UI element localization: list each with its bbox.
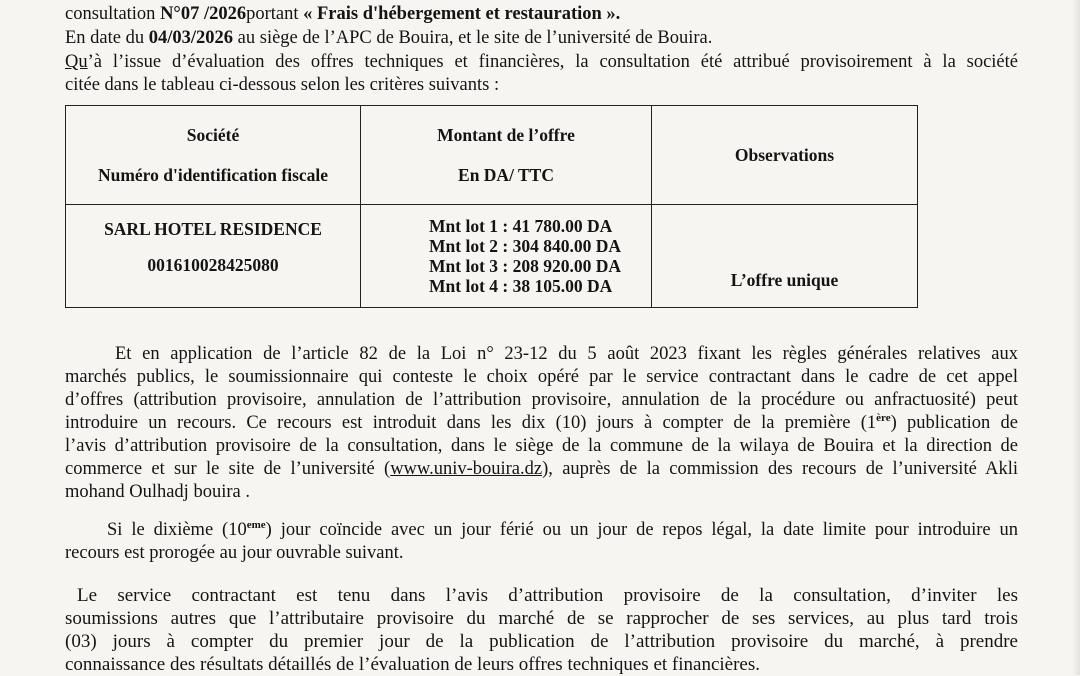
superscript-eme: eme bbox=[246, 518, 266, 531]
superscript-ere: ère bbox=[876, 411, 891, 424]
intro-consultation-label: consultation bbox=[65, 4, 161, 24]
para1-line-6-post: ), auprès de la commission des recours de l’université Akli bbox=[542, 459, 1018, 479]
para1-line-5: l’avis d’attribution provisoire de la consultation, dans le siège de la commune de la wilaya de Bouira et la direction de bbox=[65, 436, 1018, 456]
para1-line-6-pre: commerce et sur le site de l’université ( bbox=[65, 459, 391, 479]
header-societe bbox=[66, 106, 361, 205]
para1-line-7: mohand Oulhadj bouira . bbox=[65, 482, 250, 502]
header-societe-label: Société bbox=[186, 125, 240, 145]
intro-qu: Qu bbox=[65, 52, 88, 72]
para3-line-2: soumissions autres que l’attributaire provisoire du marché de se rapprocher de ses services, au plus tard trois bbox=[65, 608, 1018, 629]
header-observations: Observations bbox=[652, 106, 918, 205]
para1-line-3: d’offres (attribution provisoire, annulation de l’attribution provisoire, annulation de la procédure ou anfractuosité) peut bbox=[65, 390, 1018, 410]
header-currency-label: En DA/ TTC bbox=[458, 165, 554, 185]
intro-date-label: En date du bbox=[65, 28, 149, 48]
table-row bbox=[66, 205, 918, 308]
para1-line-6 bbox=[65, 458, 1018, 480]
para2-line-1-pre: Si le dixième (10 bbox=[107, 520, 247, 540]
cell-societe bbox=[66, 205, 361, 308]
lot-3-amount: Mnt lot 3 : 208 920.00 DA bbox=[429, 256, 621, 276]
attribution-table bbox=[65, 105, 918, 308]
lot-2-amount: Mnt lot 2 : 304 840.00 DA bbox=[429, 236, 621, 256]
para2-line-1 bbox=[107, 519, 1018, 541]
cell-observation: L’offre unique bbox=[652, 205, 918, 308]
university-website-link[interactable]: www.univ-bouira.dz bbox=[390, 459, 543, 479]
para1-line-4-text: introduire un recours. Ce recours est introduit dans les dix (10) jours à compter de la première (1 bbox=[65, 413, 877, 433]
para2-line-2: recours est prorogée au jour ouvrable suivant. bbox=[65, 543, 404, 563]
para3-line-1: Le service contractant est tenu dans l’avis d’attribution provisoire de la consultation, d’inviter les bbox=[77, 585, 1018, 606]
intro-location: au siège de l’APC de Bouira, et le site de l’université de Bouira. bbox=[233, 28, 713, 48]
header-montant bbox=[361, 106, 652, 205]
consultation-number: N°07 /2026 bbox=[160, 4, 247, 24]
intro-line-3 bbox=[65, 51, 1018, 73]
company-nif: 001610028425080 bbox=[147, 255, 279, 275]
lot-4-amount: Mnt lot 4 : 38 105.00 DA bbox=[429, 276, 613, 296]
consultation-object: « Frais d'hébergement et restauration ». bbox=[303, 4, 621, 24]
page-edge-shadow bbox=[1072, 0, 1080, 675]
intro-line-4: citée dans le tableau ci-dessous selon les critères suivants : bbox=[65, 75, 500, 95]
para1-line-2: marchés publics, le soumissionnaire qui conteste le choix opéré par le service contractant dans le cadre de cet appel bbox=[65, 367, 1018, 387]
para1-line-4-end: ) publication de bbox=[890, 413, 1018, 433]
publication-date: 04/03/2026 bbox=[148, 28, 234, 48]
para1-line-4 bbox=[65, 412, 1018, 434]
para3-line-3: (03) jours à compter du premier jour de la publication de l’attribution provisoire du marché, à prendre bbox=[65, 631, 1018, 652]
intro-line-1 bbox=[65, 3, 620, 25]
table-header-row bbox=[66, 106, 918, 205]
lot-1-amount: Mnt lot 1 : 41 780.00 DA bbox=[429, 216, 613, 236]
para2-line-1-post: ) jour coïncide avec un jour férié ou un jour de repos légal, la date limite pour introduire un bbox=[265, 520, 1018, 540]
intro-evaluation-text: ’à l’issue d’évaluation des offres techniques et financières, la consultation été attribué provisoirement à la société bbox=[87, 52, 1018, 72]
intro-line-2 bbox=[65, 27, 712, 49]
para1-line-1: Et en application de l’article 82 de la Loi n° 23-12 du 5 août 2023 fixant les règles générales relatives aux bbox=[115, 344, 1018, 364]
header-nif-label: Numéro d'identification fiscale bbox=[97, 165, 329, 185]
cell-montants bbox=[361, 205, 652, 308]
header-montant-label: Montant de l’offre bbox=[437, 125, 575, 145]
intro-portant: portant bbox=[246, 4, 304, 24]
company-name: SARL HOTEL RESIDENCE bbox=[104, 219, 322, 239]
para3-line-4: connaissance des résultats détaillés de l’évaluation de leurs offres techniques et financières. bbox=[65, 654, 760, 675]
